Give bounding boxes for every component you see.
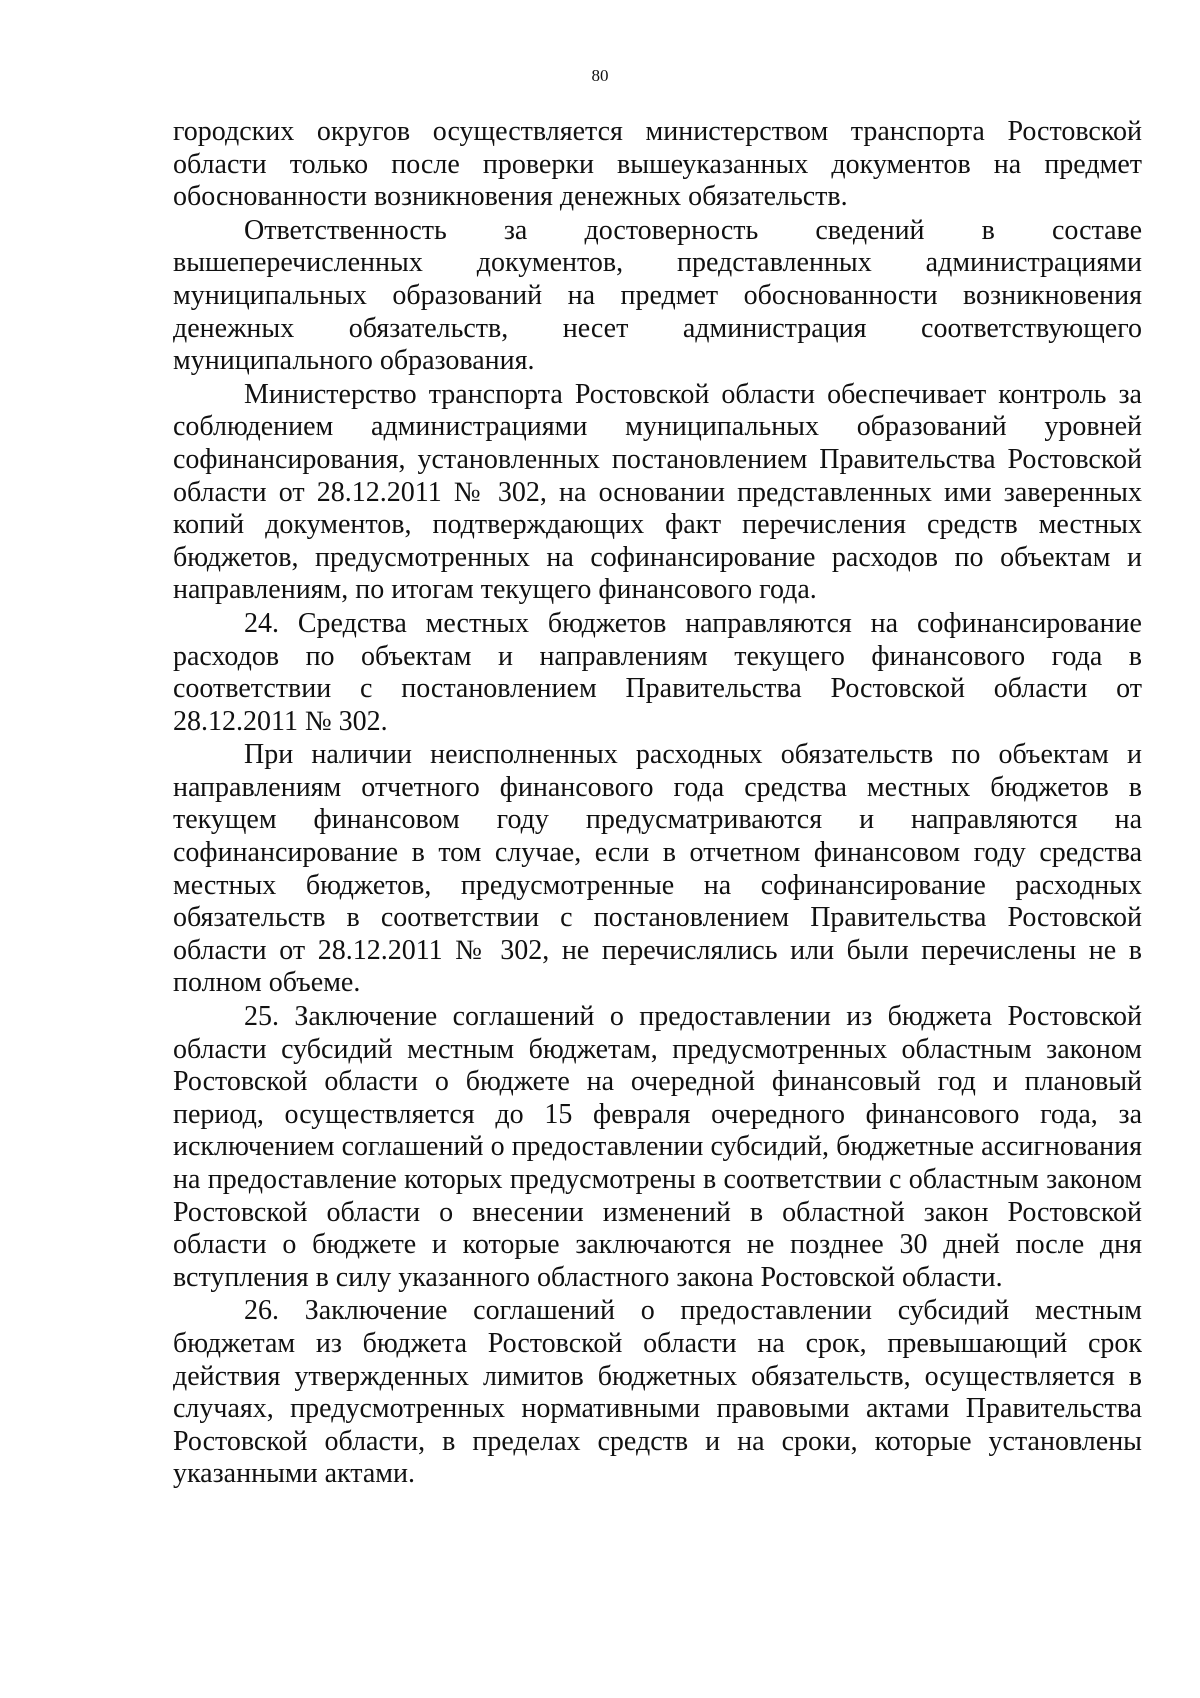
paragraph-item-24: 24. Средства местных бюджетов направляются на софинансирование расходов по объектам и направлениям текущего финансового года в соответствии с постановлением Правительства Ростовской области от 28.12.2011 № 302. (173, 607, 1142, 737)
document-body (173, 116, 1142, 1491)
paragraph-ministry-control: Министерство транспорта Ростовской области обеспечивает контроль за соблюдением администрациями муниципальных образований уровней софинансирования, установленных постановлением Правительства Ростовской области от 28.12.2011 № 302, на основании представленных ими заверенных копий документов, подтверждающих факт перечисления средств местных бюджетов, предусмотренных на софинансирование расходов по объектам и направлениям, по итогам текущего финансового года. (173, 378, 1142, 606)
paragraph-responsibility: Ответственность за достоверность сведений в составе вышеперечисленных документов, представленных администрациями муниципальных образований на предмет обоснованности возникновения денежных обязательств, несет администрация соответствующего муниципального образования. (173, 214, 1142, 377)
paragraph-item-26: 26. Заключение соглашений о предоставлении субсидий местным бюджетам из бюджета Ростовской области на срок, превышающий срок действия утвержденных лимитов бюджетных обязательств, осуществляется в случаях, предусмотренных нормативными правовыми актами Правительства Ростовской области, в пределах средств и на сроки, которые установлены указанными актами. (173, 1295, 1142, 1490)
paragraph-continuation: городских округов осуществляется министерством транспорта Ростовской области только после проверки вышеуказанных документов на предмет обоснованности возникновения денежных обязательств. (173, 116, 1142, 213)
paragraph-item-25: 25. Заключение соглашений о предоставлении из бюджета Ростовской области субсидий местным бюджетам, предусмотренных областным законом Ростовской области о бюджете на очередной финансовый год и плановый период, осуществляется до 15 февраля очередного финансового года, за исключением соглашений о предоставлении субсидий, бюджетные ассигнования на предоставление которых предусмотрены в соответствии с областным законом Ростовской области о внесении изменений в областной закон Ростовской области о бюджете и которые заключаются не позднее 30 дней после дня вступления в силу указанного областного закона Ростовской области. (173, 1001, 1142, 1293)
paragraph-unfulfilled-obligations: При наличии неисполненных расходных обязательств по объектам и направлениям отчетного финансового года средства местных бюджетов в текущем финансовом году предусматриваются и направляются на софинансирование в том случае, если в отчетном финансовом году средства местных бюджетов, предусмотренные на софинансирование расходных обязательств в соответствии с постановлением Правительства Ростовской области от 28.12.2011 № 302, не перечислялись или были перечислены не в полном объеме. (173, 739, 1142, 999)
page-number: 80 (591, 66, 609, 85)
